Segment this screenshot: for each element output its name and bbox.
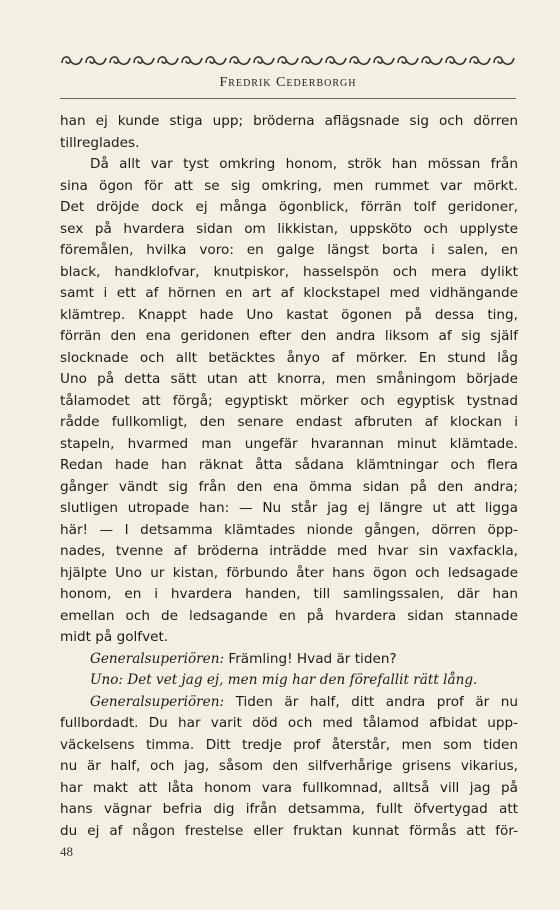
body-text [60,111,518,842]
speaker-name: Uno: [90,672,123,688]
ornament-curl [230,57,250,64]
text-line: fullbordadt. Du har varit död och med tålamod afbidat upp- [60,715,518,731]
dialogue-text: Det vet jag ej, men mig har den förefallit rätt lång. [127,672,478,688]
text-line: stapeln, hvarmed man ungefär hvarannan minut klämtade. [60,435,518,452]
text-line: rådde fullkomligt, den senare endast afbruten af klockan i [60,414,518,430]
dialogue-text: Tiden är half, ditt andra prof är nu [235,693,518,710]
dialogue-text: Främling! Hvad är tiden? [228,650,397,667]
text-line: Redan hade han räknat åtta sådana klämtningar och flera [60,457,518,473]
text-line: här! — I detsamma klämtades nionde gången, dörren öpp- [60,521,518,538]
ornament-curl [470,57,490,64]
text-line: emellan och de ledsagande en på hvardera sidan stannade [60,607,518,624]
text-line: hans vägnar befria dig ifrån detsamma, fullt öfvertygad att [60,801,518,817]
dialogue-line [60,649,518,671]
ornament-curl [206,57,226,64]
ornament-curl [254,57,274,64]
ornament-curl [62,57,82,64]
text-line: Det dröjde dock ej många ögonblick, förrän tolf geridoner, [60,199,518,215]
running-head: Fredrik Cederborgh [219,75,357,90]
page-number: 48 [60,844,73,859]
text-line: förrän den ena geridonen efter den andra liksom af sig själf [60,328,518,344]
text-line: sina ögon för att se sig omkring, men rummet var mörkt. [60,177,518,194]
text-line: har makt att låta honom vara fullkomnad, alltså vill jag på [60,779,518,796]
ornament-curl [86,57,106,64]
ornament-curl [494,57,514,64]
text-line: gånger vändt sig från den ena ömma sidan på den andra; [60,478,518,495]
text-line: föremålen, hvilka voro: en galge längst borta i salen, en [60,242,518,258]
text-line: nu är half, och jag, såsom den silfverhårige grisens vikarius, [60,758,518,774]
dialogue-line [60,692,518,714]
ornament-curl [350,57,370,64]
ornament-curl [278,57,298,64]
ornament-curl [158,57,178,64]
ornament-curl [422,57,442,64]
text-line: sex på hvardera sidan om likkistan, uppsköto och upplyste [60,220,518,237]
text-line: samt i ett af hörnen en art af klockstapel med vidhängande [60,285,518,301]
speaker-name: Generalsuperiören: [90,693,225,710]
text-line: hjälpte Uno ur kistan, förbundo åter hans ögon och ledsagade [60,564,518,581]
text-line: nades, tvenne af bröderna inträdde med hvar sin vaxfackla, [60,543,518,559]
text-line: han ej kunde stiga upp; bröderna aflägsnade sig och dörren [60,113,518,129]
ornament-curl [398,57,418,64]
ornament-curl [302,57,322,64]
header-rule [60,98,516,99]
text-line: väckelsens timma. Ditt tredje prof återstår, men som tiden [60,736,518,753]
speaker-name: Generalsuperiören: [90,650,225,667]
ornament-curl [182,57,202,64]
ornament-curl [374,57,394,64]
text-line: Uno på detta sätt utan att knorra, men småningom började [60,371,518,387]
dialogue-line [60,670,518,692]
text-line: tålamodet att förgå; egyptiskt mörker och egyptisk tystnad [60,392,518,409]
ornament-curl [326,57,346,64]
ornament-curl [110,57,130,64]
ornament-curl [446,57,466,64]
ornament-curl [134,57,154,64]
text-line: black, handklofvar, knutpiskor, hasselspön och mera dylikt [60,263,518,280]
text-line: honom, en i hvardera handen, till samlingssalen, där han [60,586,518,602]
text-line: du ej af någon frestelse eller fruktan kunnat förmås att för- [60,822,518,839]
text-line: midt på golfvet. [60,629,169,645]
text-line: klämtrep. Knappt hade Uno kastat ögonen på dessa ting, [60,306,518,323]
text-line: tillreglades. [60,134,140,151]
text-line: slutligen utropade han: — Nu står jag ej längre ut att ligga [60,500,518,516]
text-line: slocknade och allt betäcktes ånyo af mörker. En stund låg [60,349,518,366]
decorative-ornament-band [60,52,516,68]
text-line: Då allt var tyst omkring honom, strök han mössan från [90,156,518,172]
